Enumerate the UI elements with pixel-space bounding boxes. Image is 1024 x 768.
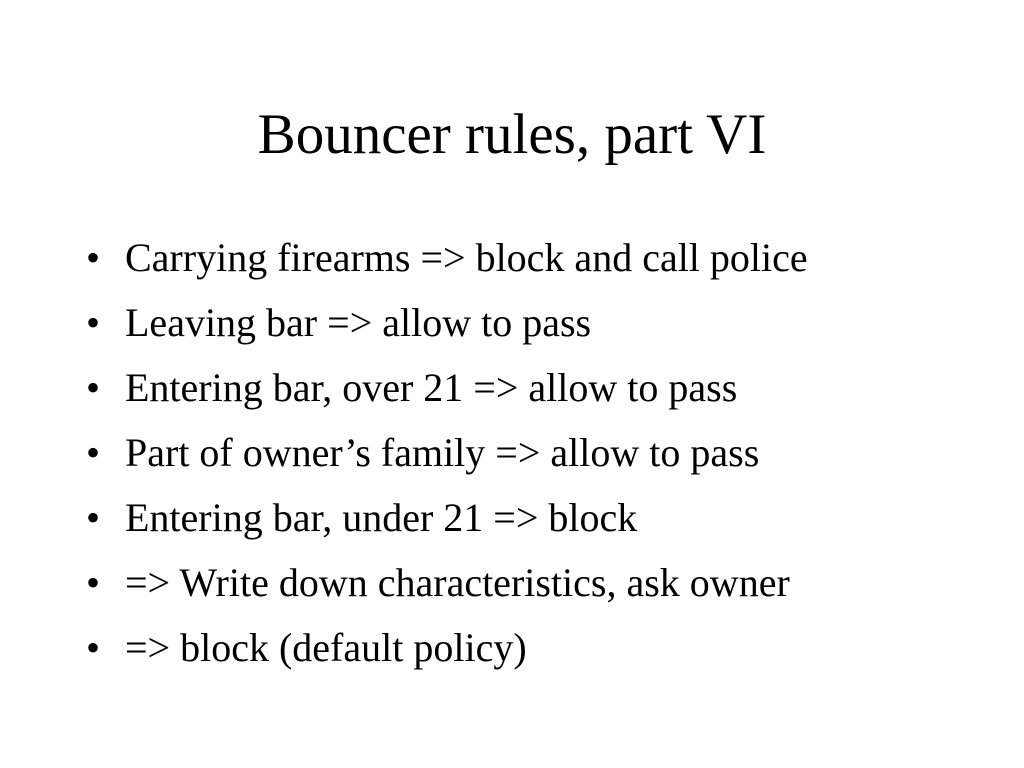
bullet-icon: • bbox=[86, 625, 101, 670]
slide-title: Bouncer rules, part VI bbox=[257, 103, 767, 166]
bullet-icon: • bbox=[86, 300, 101, 345]
bullet-text: Part of owner’s family => allow to pass bbox=[125, 430, 760, 475]
bullet-icon: • bbox=[86, 365, 101, 410]
bullet-icon: • bbox=[86, 430, 101, 475]
bullet-text: Entering bar, under 21 => block bbox=[125, 495, 638, 540]
bullet-text: => Write down characteristics, ask owner bbox=[125, 560, 790, 605]
bullet-text: Carrying firearms => block and call police bbox=[125, 235, 808, 280]
bullet-text: Leaving bar => allow to pass bbox=[125, 300, 592, 345]
bullet-text: Entering bar, over 21 => allow to pass bbox=[125, 365, 738, 410]
bullet-icon: • bbox=[86, 235, 101, 280]
bullet-text: => block (default policy) bbox=[125, 625, 527, 670]
bullet-icon: • bbox=[86, 560, 101, 605]
bullet-icon: • bbox=[86, 495, 101, 540]
